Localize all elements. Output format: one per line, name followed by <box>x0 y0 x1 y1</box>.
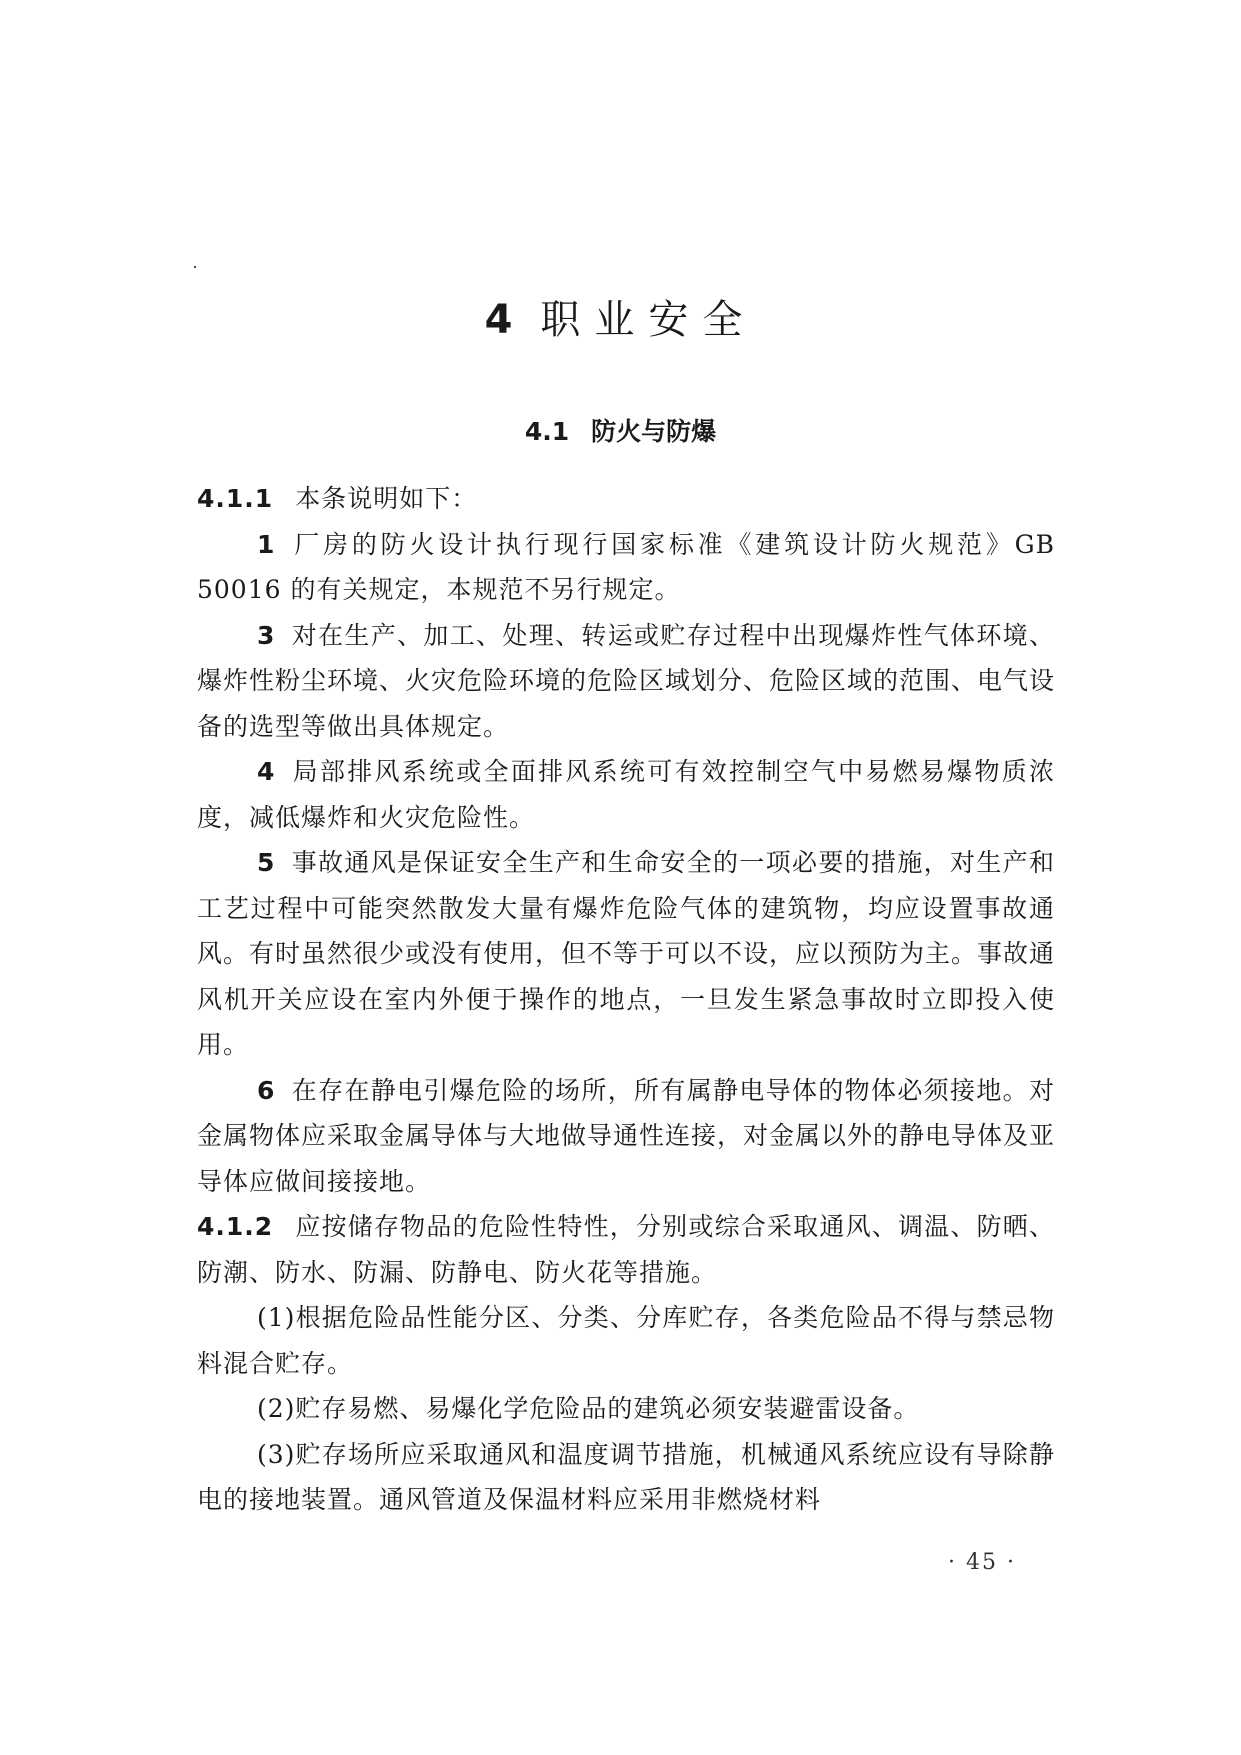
chapter-title-text: 职业安全 <box>540 297 757 343</box>
clause-text: 应按储存物品的危险性特性，分别或综合采取通风、调温、防晒、防潮、防水、防漏、防静电、防火花等措施。 <box>197 1212 1055 1287</box>
subitem-paragraph: (1)根据危险品性能分区、分类、分库贮存，各类危险品不得与禁忌物料混合贮存。 <box>197 1303 1055 1378</box>
section-title <box>0 412 1241 452</box>
item-paragraph <box>197 840 1055 1068</box>
chapter-title <box>0 290 1241 350</box>
section-number: 4.1 <box>524 417 570 446</box>
clause-411-heading <box>197 476 1055 522</box>
body-text <box>197 476 1055 1523</box>
item-paragraph <box>197 749 1055 840</box>
item-text: 事故通风是保证安全生产和生命安全的一项必要的措施，对生产和工艺过程中可能突然散发大量有爆炸危险气体的建筑物，均应设置事故通风。有时虽然很少或没有使用，但不等于可以不设，应以预防为主。事故通风机开关应设在室内外便于操作的地点，一旦发生紧急事故时立即投入使用。 <box>197 848 1056 1059</box>
item-number: 1 <box>257 529 276 559</box>
item-text: 在存在静电引爆危险的场所，所有属静电导体的物体必须接地。对金属物体应采取金属导体与大地做导通性连接，对金属以外的静电导体及亚导体应做间接接地。 <box>197 1075 1056 1196</box>
section-title-text: 防火与防爆 <box>591 417 717 446</box>
item-number: 6 <box>257 1075 276 1105</box>
item-number: 3 <box>257 620 276 650</box>
item-text: 局部排风系统或全面排风系统可有效控制空气中易燃易爆物质浓度，减低爆炸和火灾危险性。 <box>197 757 1055 832</box>
item-paragraph <box>197 613 1055 750</box>
chapter-number: 4 <box>484 297 513 343</box>
item-number: 5 <box>257 848 276 877</box>
clause-intro: 本条说明如下： <box>295 484 478 513</box>
subitem-paragraph: (2)贮存易燃、易爆化学危险品的建筑必须安装避雷设备。 <box>257 1394 920 1423</box>
item-text: 对在生产、加工、处理、转运或贮存过程中出现爆炸性气体环境、爆炸性粉尘环境、火灾危险环境的危险区域划分、危险区域的范围、电气设备的选型等做出具体规定。 <box>197 620 1056 741</box>
item-paragraph <box>197 522 1055 613</box>
item-text: 厂房的防火设计执行现行国家标准《建筑设计防火规范》GB 50016 的有关规定，本规范不另行规定。 <box>197 529 1055 604</box>
clause-number: 4.1.2 <box>197 1212 274 1241</box>
subitem-paragraph: (3)贮存场所应采取通风和温度调节措施，机械通风系统应设有导除静电的接地装置。通风管道及保温材料应采用非燃烧材料 <box>197 1439 1055 1514</box>
clause-number: 4.1.1 <box>197 484 274 513</box>
page-number: · 45 · <box>948 1550 1016 1575</box>
item-number: 4 <box>257 757 276 786</box>
scan-speck <box>194 266 196 268</box>
item-paragraph <box>197 1068 1055 1205</box>
clause-412-paragraph <box>197 1204 1055 1295</box>
